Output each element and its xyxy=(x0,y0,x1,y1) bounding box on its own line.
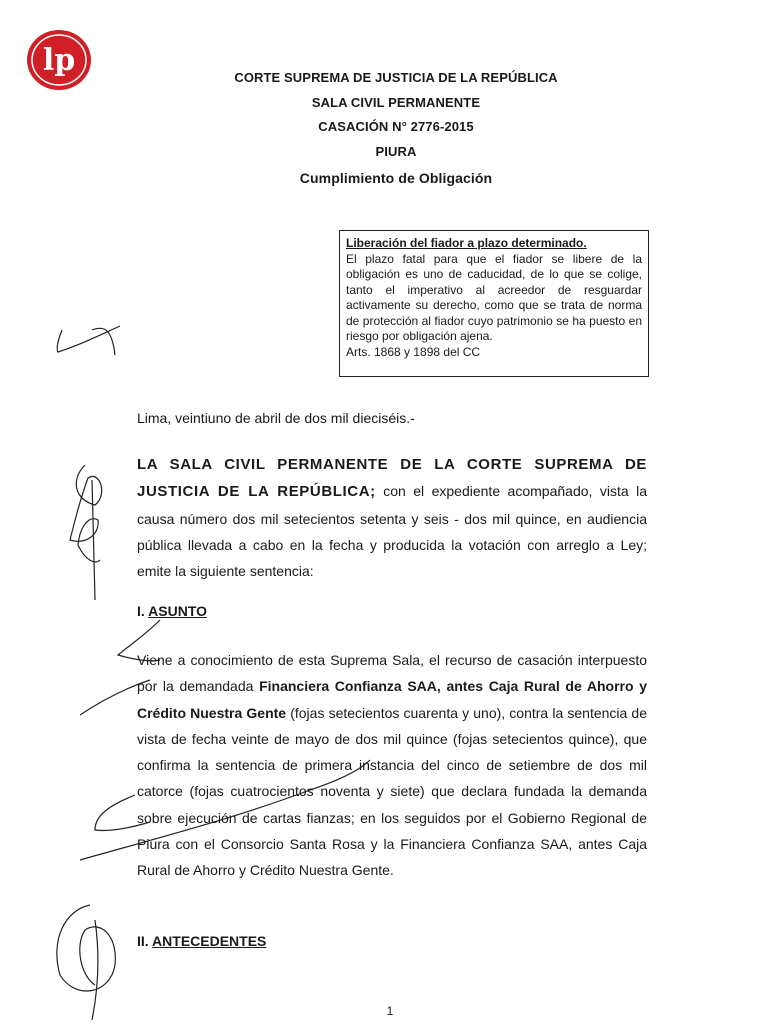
case-number: CASACIÓN N° 2776-2015 xyxy=(318,119,474,134)
chamber-name: SALA CIVIL PERMANENTE xyxy=(311,94,481,110)
summary-refs: Arts. 1868 y 1898 del CC xyxy=(346,344,481,359)
asunto-text-b: (fojas setecientos cuarenta y uno), contra la sentencia de vista de fecha veinte de mayo de dos mil quince (fojas setecientos quince), que confirma la sentencia de primera instancia del cinco de setiembre de dos mil catorce (fojas cuatrocientos noventa y siete) que declara fundada la demanda sobre ejecución de cartas fianzas; en los seguidos por el Gobierno Regional de Piura con el Consorcio Santa Rosa y la Financiera Confianza SAA, antes Caja Rural de Ahorro y Crédito Nuestra Gente. xyxy=(137,704,648,879)
case-subject: Cumplimiento de Obligación xyxy=(299,170,493,186)
signature-mark-5 xyxy=(57,905,115,1020)
date-line: Lima, veintiuno de abril de dos mil dieciséis.- xyxy=(137,410,415,426)
asunto-paragraph xyxy=(137,647,647,884)
intro-paragraph xyxy=(137,451,647,584)
court-name: CORTE SUPREMA DE JUSTICIA DE LA REPÚBLICA xyxy=(234,70,558,85)
section-heading-antecedentes xyxy=(137,933,647,949)
asunto-text-a: Viene a conocimiento de esta Suprema Sala, el recurso de casación interpuesto por la demandada xyxy=(137,652,647,695)
section2-title: ANTECEDENTES xyxy=(152,933,267,949)
asunto-bold-party: Financiera Confianza SAA, antes Caja Rural de Ahorro y Crédito Nuestra Gente xyxy=(137,678,647,721)
section1-number: I. xyxy=(137,603,149,619)
svg-text:lp: lp xyxy=(42,43,76,78)
section-heading-asunto xyxy=(137,603,647,619)
summary-body: El plazo fatal para que el fiador se libere de la obligación es uno de caducidad, de lo que se colige, tanto el imperativo al acreedor de resguardar activamente su derecho, como que se trata de norma de protección al fiador cuyo patrimonio se ha puesto en riesgo por obligación ajena. xyxy=(346,251,642,343)
page-number: 1 xyxy=(386,1004,394,1018)
intro-rest: con el expediente acompañado, vista la causa número dos mil setecientos setenta y seis - dos mil quince, en audiencia pública llevada a cabo en la fecha y producida la votación con arreglo a Ley; emite la siguiente sentencia: xyxy=(137,483,647,580)
summary-box xyxy=(339,230,649,377)
city: PIURA xyxy=(375,143,417,159)
signature-mark-1 xyxy=(57,326,120,355)
signature-mark-2 xyxy=(70,465,102,600)
summary-title: Liberación del fiador a plazo determinado. xyxy=(346,236,587,250)
section1-title: ASUNTO xyxy=(148,603,208,619)
document-header xyxy=(0,66,768,191)
section2-number: II. xyxy=(137,933,153,949)
intro-bold-lead: LA SALA CIVIL PERMANENTE DE LA CORTE SUPREMA DE JUSTICIA DE LA REPÚBLICA; xyxy=(137,456,647,501)
